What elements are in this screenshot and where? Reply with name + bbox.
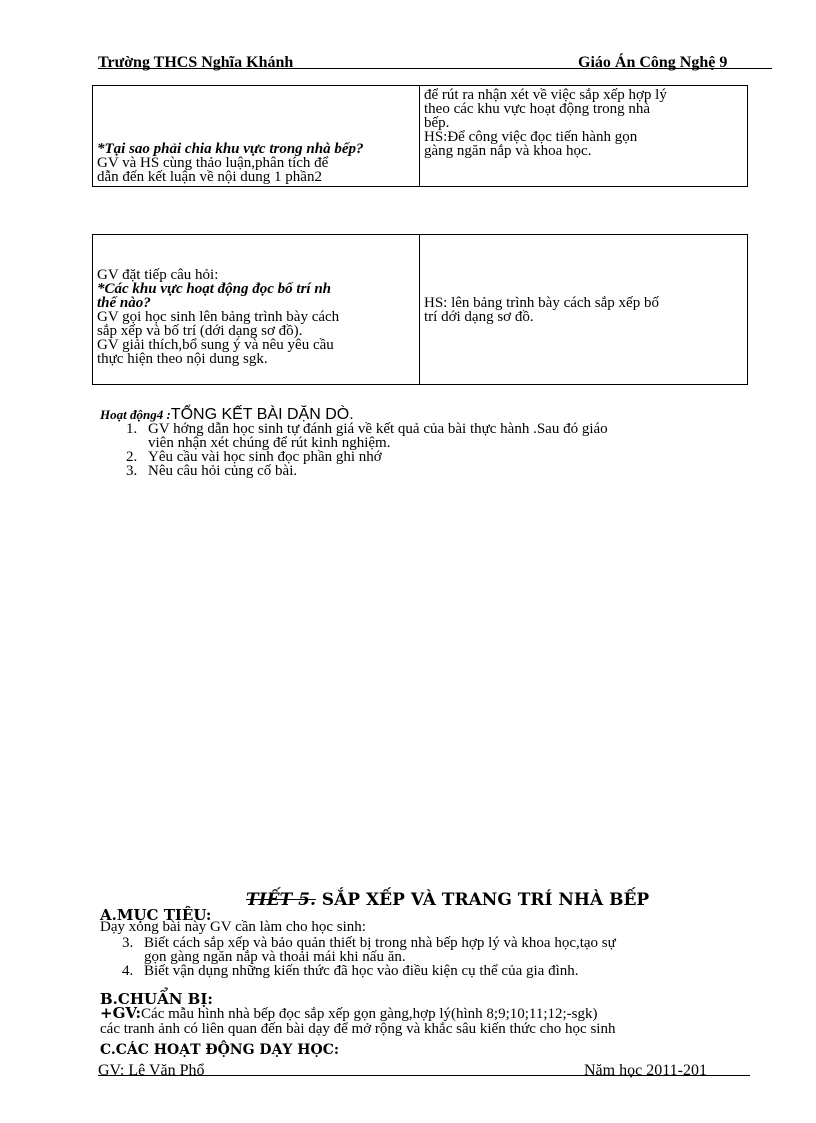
footer-year: Năm học 2011-201 <box>584 1062 707 1079</box>
activity4-title: TỔNG KẾT BÀI DẶN DÒ. <box>170 406 354 423</box>
table1-right-line5: gàng ngăn nắp và khoa học. <box>424 143 592 159</box>
list-item: 3. Biết cách sắp xếp và bảo quản thiết bị trong nhà bếp hợp lý và khoa học,tạo sự <box>122 935 616 951</box>
list-item: gọn gàng ngăn nắp và thoải mái khi nấu ăn. <box>144 949 406 965</box>
table1-right-line2: theo các khu vực hoạt động trong nhà <box>424 101 650 117</box>
lesson-title-text: SẮP XẾP VÀ TRANG TRÍ NHÀ BẾP <box>315 890 650 910</box>
table-1 <box>92 85 748 187</box>
activity4-list <box>126 422 786 478</box>
lesson-tiet: TIẾT 5. <box>246 890 316 910</box>
table1-right-line1: để rút ra nhận xét về việc sắp xếp hợp lý <box>424 87 667 103</box>
table-2 <box>92 234 748 385</box>
section-a-heading: A.MỤC TIÊU: <box>100 906 212 924</box>
table2-left-line4: sắp xếp và bố trí (dới dạng sơ đồ). <box>97 322 303 339</box>
table2-question-line1: *Các khu vực hoạt động đọc bố trí nh <box>97 280 332 297</box>
table1-right-line4: HS:Để công việc đọc tiến hành gọn <box>424 129 638 145</box>
list-item: 1. GV hớng dẫn học sinh tự đánh giá về kết quả của bài thực hành .Sau đó giáo <box>126 421 608 437</box>
header-subject: Giáo Án Công Nghệ 9 <box>578 54 728 71</box>
header-school: Trường THCS Nghĩa Khánh <box>98 54 294 71</box>
footer-rule <box>98 1075 750 1076</box>
table2-right-line2: trí dới dạng sơ đồ. <box>424 308 534 325</box>
lesson-title <box>246 890 649 910</box>
list-item: 4. Biết vận dụng những kiến thức đã học vào điều kiện cụ thể của gia đình. <box>122 963 579 979</box>
table1-right-cell <box>420 86 748 187</box>
table2-right-line1: HS: lên bảng trình bày cách sắp xếp bố <box>424 294 659 311</box>
table2-question-line2: thế nào? <box>97 294 151 311</box>
table2-left-line5: GV giải thích,bổ sung ý và nêu yêu cầu <box>97 336 334 353</box>
gv-line2: các tranh ảnh có liên quan đến bài dạy để mở rộng và khắc sâu kiến thức cho học sinh <box>100 1021 616 1037</box>
table1-right-line3: bếp. <box>424 115 450 131</box>
table2-left-line1: GV đặt tiếp câu hỏi: <box>97 266 219 283</box>
objectives-list <box>122 936 782 978</box>
list-item: viên nhận xét chúng để rút kinh nghiệm. <box>148 435 391 451</box>
section-b-heading: B.CHUẨN BỊ: <box>100 990 213 1008</box>
header-rule <box>98 68 772 69</box>
section-c-heading: C.CÁC HOẠT ĐỘNG DẠY HỌC: <box>100 1042 340 1058</box>
table2-left-line6: thực hiện theo nội dung sgk. <box>97 350 268 367</box>
table1-left-cell <box>93 86 420 187</box>
table1-left-line2: dẫn đến kết luận về nội dung 1 phần2 <box>97 169 322 185</box>
footer-teacher: GV: Lê Văn Phổ <box>98 1062 205 1079</box>
gv-line1: +GV:Các mẫu hình nhà bếp đọc sắp xếp gọn gàng,hợp lý(hình 8;9;10;11;12;-sgk) <box>100 1004 598 1022</box>
list-item: 2. Yêu cầu vài học sinh đọc phần ghi nhớ <box>126 449 382 465</box>
table1-left-line1: GV và HS cùng thảo luận,phân tích để <box>97 155 329 171</box>
table2-right-cell <box>420 235 748 385</box>
list-item: 3. Nêu câu hỏi củng cố bài. <box>126 463 298 479</box>
table2-left-cell <box>93 235 420 385</box>
gv-prefix: +GV: <box>100 1004 142 1022</box>
lesson-intro: Dạy xong bài này GV cần làm cho học sinh: <box>100 919 366 935</box>
activity4-label: Hoạt động4 : <box>100 407 171 422</box>
table1-question: *Tại sao phải chia khu vực trong nhà bếp? <box>97 141 364 157</box>
table2-left-line3: GV gọi học sinh lên bảng trình bày cách <box>97 308 340 325</box>
